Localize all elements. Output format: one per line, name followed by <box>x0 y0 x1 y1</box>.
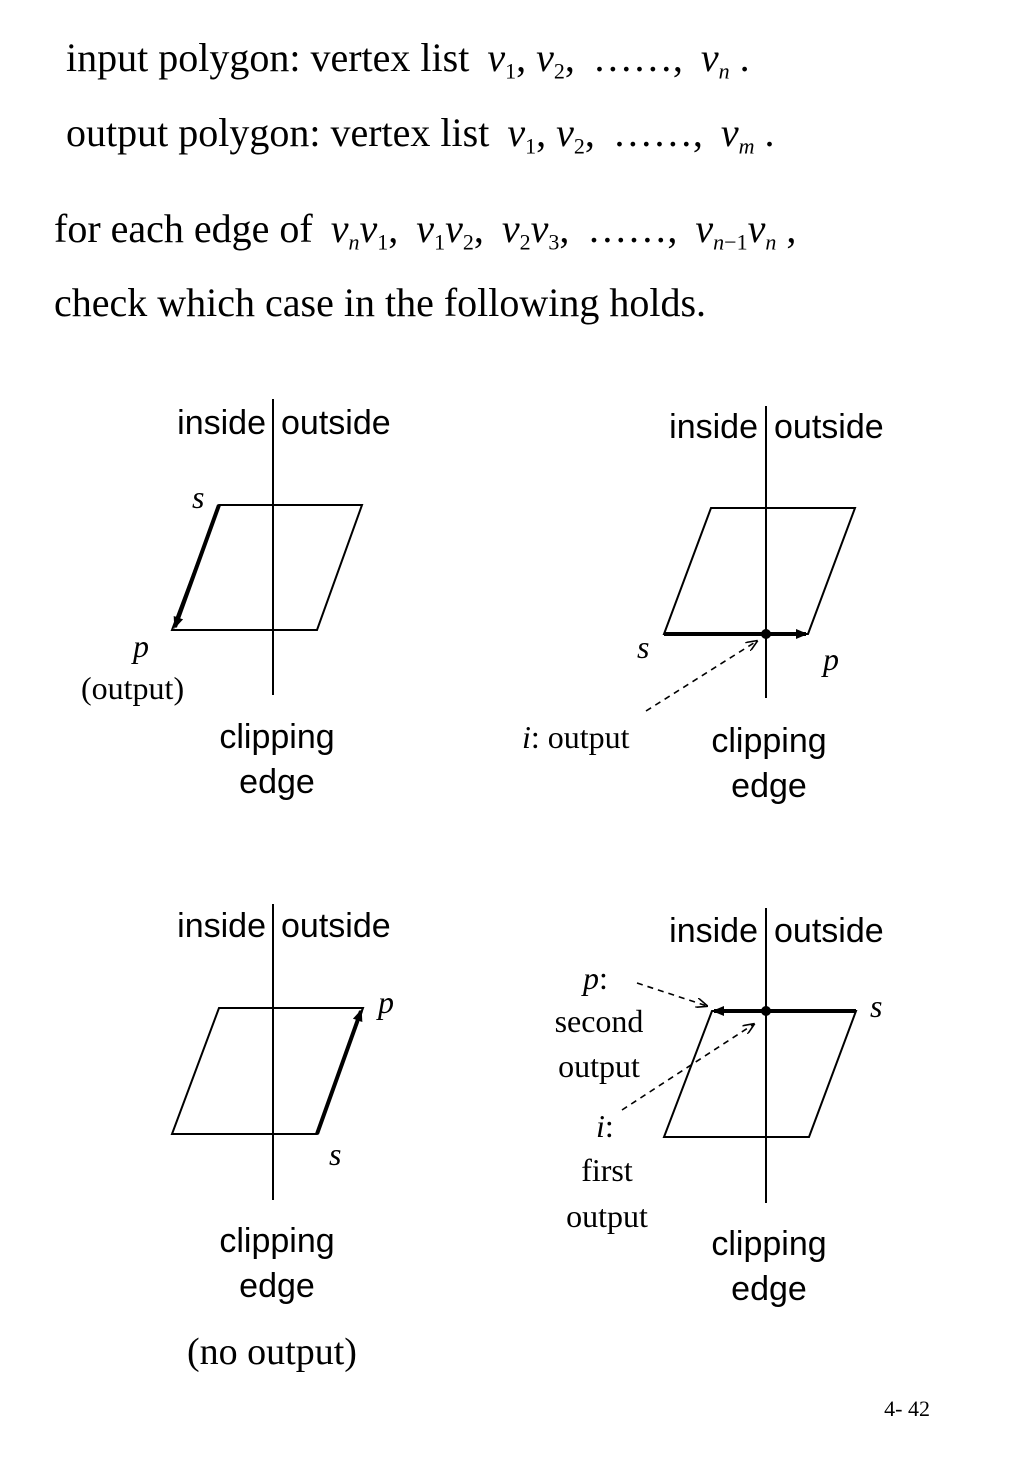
case2-polygon <box>664 508 855 634</box>
case1-edge-arrow <box>175 505 219 627</box>
case1-outside-label: outside <box>281 404 391 442</box>
case2-outside-label: outside <box>774 408 884 446</box>
case3-no-output-caption: (no output) <box>187 1331 357 1373</box>
case4-p-pointer <box>637 983 707 1006</box>
case1-inside-label: inside <box>177 404 266 442</box>
check-case-line: check which case in the following holds. <box>54 280 707 325</box>
case1-diagram <box>81 399 391 801</box>
case2-i-pointer <box>646 641 757 711</box>
output-prefix: output polygon: vertex list <box>66 110 490 155</box>
case4-p-output-label: output <box>558 1048 640 1084</box>
case2-clipping-label: clipping <box>711 722 827 760</box>
case3-diagram <box>172 904 394 1373</box>
case1-polygon <box>172 505 362 630</box>
case4-outside-label: outside <box>774 912 884 950</box>
case4-inside-label: inside <box>669 912 758 950</box>
case2-diagram <box>522 406 884 805</box>
for-each-prefix: for each edge of <box>54 206 313 251</box>
case1-p-output-note: (output) <box>81 670 185 706</box>
page-number: 4- 42 <box>884 1396 930 1421</box>
case3-clipping-label: clipping <box>219 1222 335 1260</box>
case1-edge-label: edge <box>239 763 315 801</box>
edge-list: $v_nv_1$, $v_1v_2$, $v_2v_3$, ……, $v_{n-1}v_n$ , <box>330 206 797 255</box>
case4-clipping-label: clipping <box>711 1225 827 1263</box>
case1-clipping-label: clipping <box>219 718 335 756</box>
case4-s-label: s <box>870 988 883 1024</box>
case4-edge-label: edge <box>731 1270 807 1308</box>
case3-inside-label: inside <box>177 907 266 945</box>
case4-p-second-label: second <box>554 1003 644 1039</box>
case2-s-label: s <box>637 629 650 665</box>
case3-edge-arrow <box>317 1011 361 1134</box>
input-vertex-list: $v_1$, $v_2$, ……, $v_n$ . <box>487 35 750 84</box>
case4-i-heading: i: <box>596 1108 614 1144</box>
case2-i-output-label: i: output <box>522 719 630 755</box>
case3-p-label: p <box>378 984 394 1020</box>
case2-intersection-point <box>761 629 771 639</box>
output-vertex-list: $v_1$, $v_2$, ……, $v_m$ . <box>507 110 775 159</box>
case1-p-label: p <box>133 628 149 664</box>
case2-inside-label: inside <box>669 408 758 446</box>
case2-p-label: p <box>823 641 839 677</box>
input-prefix: input polygon: vertex list <box>66 35 470 80</box>
case3-outside-label: outside <box>281 907 391 945</box>
case4-intersection-point <box>761 1006 771 1016</box>
case4-polygon <box>664 1011 856 1137</box>
case4-i-output-label: output <box>566 1198 648 1234</box>
case4-i-first-label: first <box>581 1152 633 1188</box>
case2-edge-label: edge <box>731 767 807 805</box>
case3-edge-label: edge <box>239 1267 315 1305</box>
case4-diagram <box>555 908 884 1308</box>
case3-s-label: s <box>329 1136 342 1172</box>
case3-polygon <box>172 1008 363 1134</box>
case1-s-label: s <box>192 479 205 515</box>
case4-p-heading: p: <box>583 960 608 996</box>
